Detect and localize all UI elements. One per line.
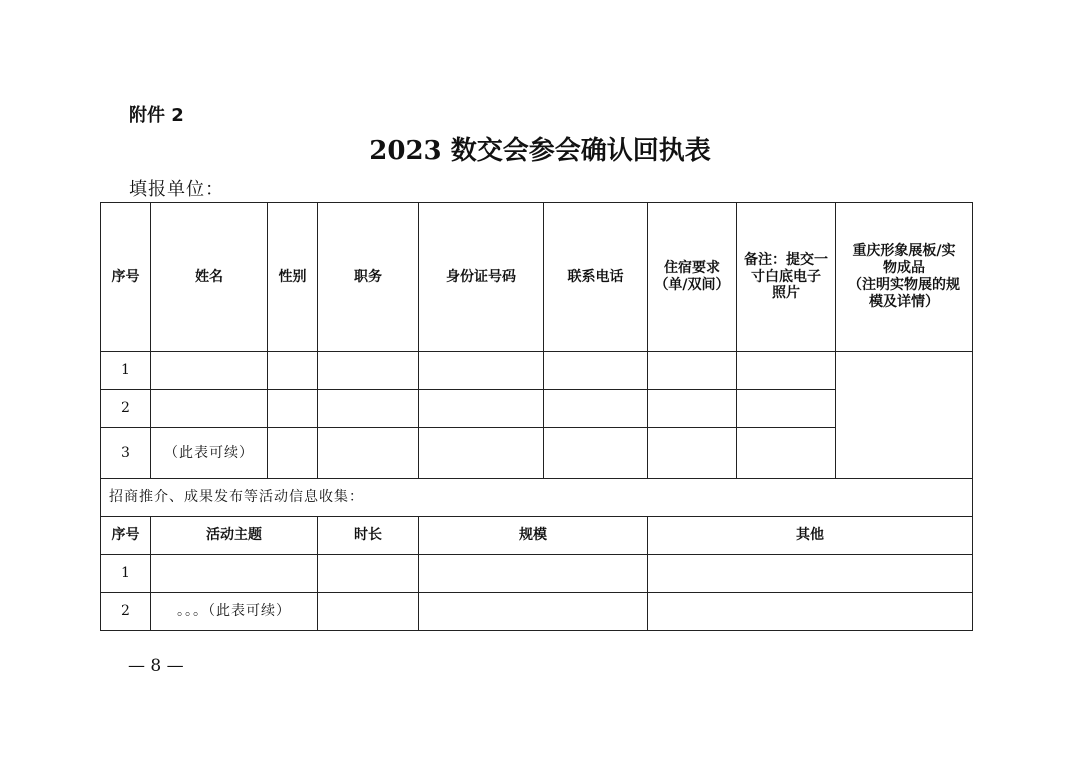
header-remark-line3: 照片 — [772, 285, 800, 302]
participant-position-cell[interactable] — [318, 428, 419, 479]
participant-phone-cell[interactable] — [544, 428, 648, 479]
participant-seq: 1 — [101, 352, 151, 390]
header-name: 姓名 — [151, 203, 268, 352]
events-header-other: 其他 — [648, 517, 973, 555]
participant-lodging-cell[interactable] — [648, 428, 737, 479]
header-position: 职务 — [318, 203, 419, 352]
header-seq: 序号 — [101, 203, 151, 352]
confirmation-form-table — [100, 202, 973, 631]
header-lodging-line1: 住宿要求 — [664, 260, 720, 277]
exhibit-merged-cell[interactable] — [836, 352, 973, 479]
participant-lodging-cell[interactable] — [648, 390, 737, 428]
events-header-duration: 时长 — [318, 517, 419, 555]
participant-name-cell[interactable]: （此表可续） — [151, 428, 268, 479]
event-other-cell[interactable] — [648, 593, 973, 631]
event-duration-cell[interactable] — [318, 593, 419, 631]
events-header-seq: 序号 — [101, 517, 151, 555]
events-header-scale: 规模 — [419, 517, 648, 555]
participant-remark-cell[interactable] — [737, 390, 836, 428]
event-theme-cell[interactable]: 。。。（此表可续） — [151, 593, 318, 631]
event-seq: 2 — [101, 593, 151, 631]
header-exhibit-line1: 重庆形象展板/实 — [852, 243, 956, 260]
header-gender: 性别 — [268, 203, 318, 352]
event-theme-cell[interactable] — [151, 555, 318, 593]
participant-remark-cell[interactable] — [737, 428, 836, 479]
page-number: — 8 — — [128, 656, 184, 676]
participant-id-cell[interactable] — [419, 390, 544, 428]
participant-position-cell[interactable] — [318, 390, 419, 428]
participant-phone-cell[interactable] — [544, 390, 648, 428]
participant-id-cell[interactable] — [419, 428, 544, 479]
events-header-theme: 活动主题 — [151, 517, 318, 555]
header-lodging-line2: （单/双间） — [654, 277, 730, 293]
event-scale-cell[interactable] — [419, 593, 648, 631]
header-exhibit-line3: （注明实物展的规 — [848, 277, 960, 293]
header-id-number: 身份证号码 — [419, 203, 544, 352]
participant-seq: 3 — [101, 428, 151, 479]
event-row — [101, 555, 973, 593]
event-other-cell[interactable] — [648, 555, 973, 593]
participant-id-cell[interactable] — [419, 352, 544, 390]
document-title: 2023 数交会参会确认回执表 — [369, 136, 711, 166]
participant-lodging-cell[interactable] — [648, 352, 737, 390]
participant-remark-cell[interactable] — [737, 352, 836, 390]
attachment-label: 附件 2 — [129, 105, 184, 126]
participant-position-cell[interactable] — [318, 352, 419, 390]
header-remark-line1: 备注：提交一 — [744, 251, 828, 268]
participant-name-cell[interactable] — [151, 390, 268, 428]
header-remark — [737, 203, 836, 352]
participant-row — [101, 352, 973, 390]
event-seq: 1 — [101, 555, 151, 593]
header-exhibit — [836, 203, 973, 352]
events-header-row — [101, 517, 973, 555]
events-section-row — [101, 479, 973, 517]
header-lodging — [648, 203, 737, 352]
event-row — [101, 593, 973, 631]
header-exhibit-line4: 模及详情） — [869, 293, 939, 310]
fill-unit-label: 填报单位： — [129, 179, 224, 200]
header-remark-line2: 寸白底电子 — [751, 268, 821, 285]
event-scale-cell[interactable] — [419, 555, 648, 593]
participant-name-cell[interactable] — [151, 352, 268, 390]
events-section-label: 招商推介、成果发布等活动信息收集： — [101, 479, 973, 517]
participant-gender-cell[interactable] — [268, 352, 318, 390]
participant-seq: 2 — [101, 390, 151, 428]
event-duration-cell[interactable] — [318, 555, 419, 593]
participant-phone-cell[interactable] — [544, 352, 648, 390]
header-exhibit-line2: 物成品 — [883, 260, 925, 277]
header-phone: 联系电话 — [544, 203, 648, 352]
participants-header-row — [101, 203, 973, 352]
participant-gender-cell[interactable] — [268, 428, 318, 479]
participant-gender-cell[interactable] — [268, 390, 318, 428]
